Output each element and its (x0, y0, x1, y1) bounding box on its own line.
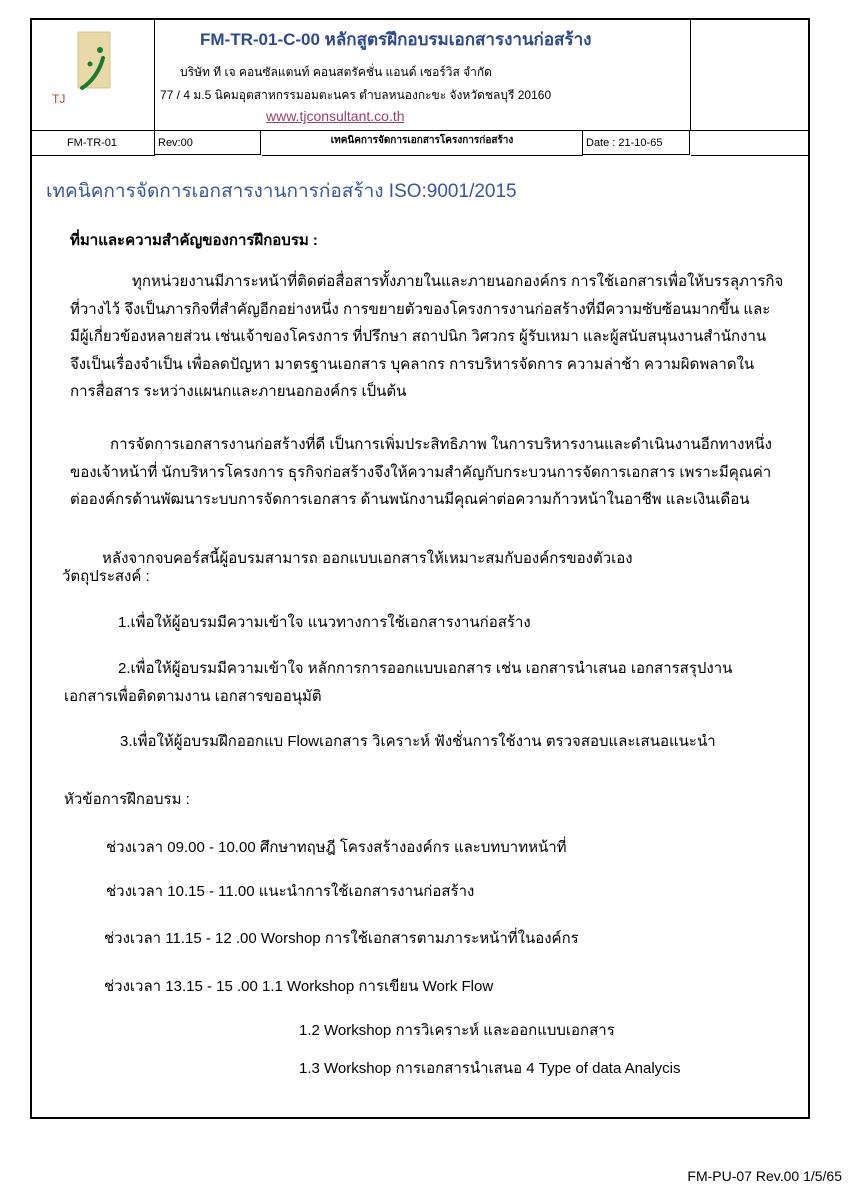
logo-tagline-graphic (84, 99, 140, 104)
sub-topic-2: 1.3 Workshop การเอกสารนำเสนอ 4 Type of data Analycis (299, 1060, 681, 1077)
para1-line-5: การสื่อสาร ระหว่างแผนกและภายนอกองค์กร เป็นต้น (70, 383, 407, 400)
topic-1: ช่วงเวลา 09.00 - 10.00 ศึกษาทฤษฎี โครงสร้างองค์กร และบทบาทหน้าที่ (106, 839, 567, 856)
para1-line-4: จึงเป็นเรื่องจำเป็น เพื่อลดปัญหา มาตรฐานเอกสาร บุคลากร การบริหารจัดการ ความล่าช้า ความผิดพลาดใน (70, 355, 755, 373)
objective-1: 1.เพื่อให้ผู้อบรมมีความเข้าใจ แนวทางการใช้เอกสารงานก่อสร้าง (118, 614, 531, 631)
background-heading: ที่มาและความสำคัญของการฝึกอบรม : (70, 232, 318, 249)
revision: Rev:00 (155, 131, 261, 155)
date: Date : 21-10-65 (583, 131, 690, 155)
para1-line-2: ที่วางไว้ จึงเป็นภารกิจที่สำคัญอีกอย่างหนึ่ง การขยายตัวของโครงการงานก่อสร้างที่มีความซับซ้อนมากขึ้น และ (70, 300, 771, 318)
objective-2b: เอกสารเพื่อติดตามงาน เอกสารขออนุมัติ (64, 688, 322, 705)
footer-form-code: FM-PU-07 Rev.00 1/5/65 (687, 1168, 842, 1184)
para2-line-2: ของเจ้าหน้าที่ นักบริหารโครงการ ธุรกิจก่อสร้างจึงให้ความสำคัญกับกระบวนการจัดการเอกสาร เพราะมีคุณค่า (70, 463, 772, 481)
topic-2: ช่วงเวลา 10.15 - 11.00 แนะนำการใช้เอกสารงานก่อสร้าง (106, 883, 475, 900)
topic-4: ช่วงเวลา 13.15 - 15 .00 1.1 Workshop การเขียน Work Flow (104, 978, 494, 995)
company-address: 77 / 4 ม.5 นิคมอุตสาหกรรมอมตะนคร ตำบลหนองกะขะ จังหวัดชลบุรี 20160 (160, 88, 552, 102)
objectives-heading: วัตถุประสงค์ : (62, 568, 150, 585)
website-link[interactable]: www.tjconsultant.co.th (266, 108, 405, 124)
topic-3: ช่วงเวลา 11.15 - 12 .00 Worshop การใช้เอกสารตามภาระหน้าที่ในองค์กร (104, 930, 579, 947)
para3: หลังจากจบคอร์สนี้ผู้อบรมสามารถ ออกแบบเอกสารให้เหมาะสมกับองค์กรของตัวเอง (102, 550, 633, 567)
objective-2a: 2.เพื่อให้ผู้อบรมมีความเข้าใจ หลักการการออกแบบเอกสาร เช่น เอกสารนำเสนอ เอกสารสรุปงาน (118, 660, 733, 677)
para1-line-3: มีผู้เกี่ยวข้องหลายส่วน เช่นเจ้าของโครงการ ที่ปรึกษา สถาปนิก วิศวกร ผู้รับเหมา และผู้สนับสนุนงานสำนักงาน (70, 328, 767, 345)
document-code-title: FM-TR-01-C-00 หลักสูตรฝึกอบรมเอกสารงานก่อสร้าง (200, 30, 592, 49)
company-name: บริษัท ที เจ คอนซัลแตนท์ คอนสตรัคชั่น แอนด์ เซอร์วิส จำกัด (180, 65, 492, 79)
objective-3: 3.เพื่อให้ผู้อบรมฝึกออกแบ Flowเอกสาร วิเคราะห์ ฟังชั่นการใช้งาน ตรวจสอบและเสนอแนะนำ (120, 733, 716, 750)
page-title: เทคนิคการจัดการเอกสารงานการก่อสร้าง ISO:9001/2015 (46, 181, 517, 202)
para2-line-1: การจัดการเอกสารงานก่อสร้างที่ดี เป็นการเพิ่มประสิทธิภาพ ในการบริหารงานและดำเนินงานอีกทางหนึ่ง (110, 436, 772, 453)
para1-line-1: ทุกหน่วยงานมีภาระหน้าที่ติดต่อสื่อสารทั้งภายในและภายนอกองค์กร การใช้เอกสารเพื่อให้บรรลุภารกิจ (132, 273, 784, 290)
form-number: FM-TR-01 (30, 131, 155, 156)
subject: เทคนิคการจัดการเอกสารโครงการก่อสร้าง (262, 131, 583, 156)
sub-topic-1: 1.2 Workshop การวิเคราะห์ และออกแบบเอกสาร (299, 1022, 615, 1039)
topics-heading: หัวข้อการฝึกอบรม : (64, 791, 190, 808)
para2-line-3: ต่อองค์กรด้านพัฒนาระบบการจัดการเอกสาร ด้านพนักงานมีคุณค่าต่อความก้าวหน้าในอาชีพ และเงินเดือน (70, 491, 750, 508)
blank-cell (691, 18, 808, 131)
logo-text: TJ (52, 92, 66, 106)
blank-row-cell (691, 131, 808, 156)
